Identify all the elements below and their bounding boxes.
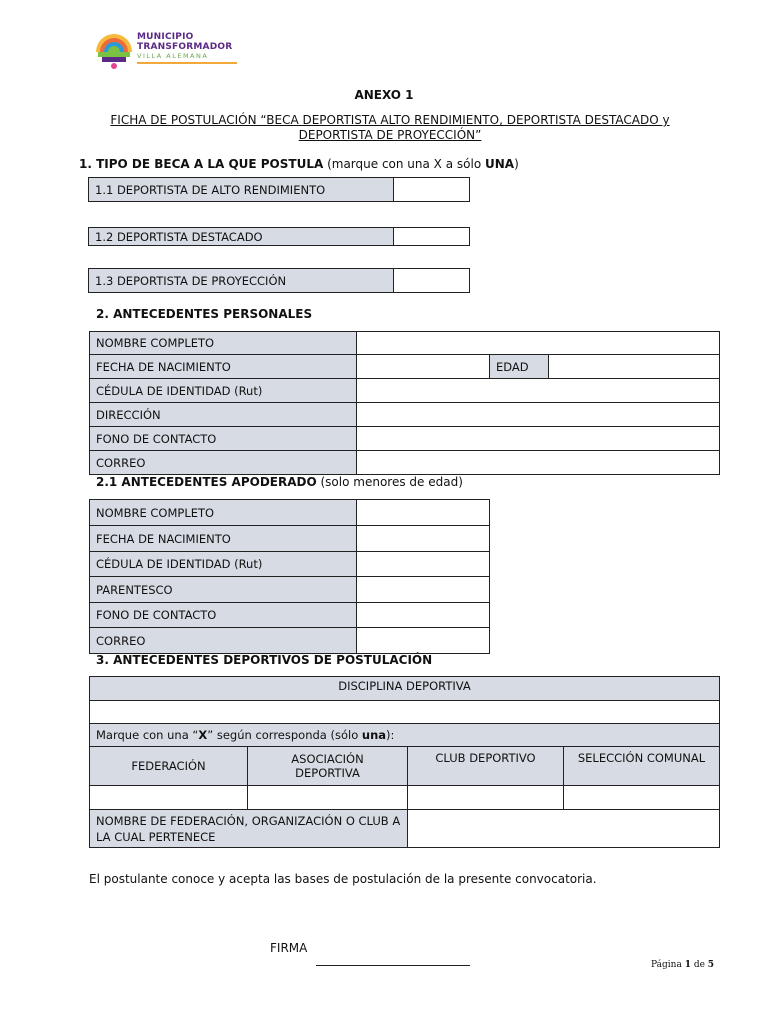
correo-field[interactable] xyxy=(357,451,720,475)
organizacion-field[interactable] xyxy=(408,810,720,848)
signature-line[interactable] xyxy=(316,965,470,966)
apoderado-fecha-field[interactable] xyxy=(357,526,490,552)
beca-option-2-checkbox[interactable] xyxy=(394,228,470,246)
edad-field[interactable] xyxy=(549,355,720,379)
row-label: NOMBRE COMPLETO xyxy=(90,332,357,355)
logo-underline xyxy=(137,62,237,64)
organizacion-label: NOMBRE DE FEDERACIÓN, ORGANIZACIÓN O CLUB A LA CUAL PERTENECE xyxy=(90,810,408,848)
apoderado-correo-field[interactable] xyxy=(357,628,490,654)
beca-option-label: 1.2 DEPORTISTA DESTACADO xyxy=(89,228,394,246)
page-number: Página 1 de 5 xyxy=(651,960,715,970)
row-label: FONO DE CONTACTO xyxy=(90,427,357,451)
seleccion-checkbox[interactable] xyxy=(564,786,720,810)
row-label: CORREO xyxy=(90,628,357,654)
row-label: CÉDULA DE IDENTIDAD (Rut) xyxy=(90,552,357,577)
municipio-logo xyxy=(92,28,242,70)
guardian-info-table xyxy=(89,499,490,654)
disciplina-field[interactable] xyxy=(90,701,720,724)
apoderado-parentesco-field[interactable] xyxy=(357,577,490,603)
option-federacion-label: FEDERACIÓN xyxy=(90,747,248,786)
option-asociacion-label: ASOCIACIÓN DEPORTIVA xyxy=(248,747,408,786)
beca-option-1-checkbox[interactable] xyxy=(394,178,470,202)
subtitle-line-1: FICHA DE POSTULACIÓN “BECA DEPORTISTA ALTO RENDIMIENTO, DEPORTISTA DESTACADO y xyxy=(110,113,670,127)
row-label: FECHA DE NACIMIENTO xyxy=(90,355,357,379)
row-label: CÉDULA DE IDENTIDAD (Rut) xyxy=(90,379,357,403)
beca-option-label: 1.3 DEPORTISTA DE PROYECCIÓN xyxy=(89,269,394,293)
cedula-field[interactable] xyxy=(357,379,720,403)
section-1-heading: 1. TIPO DE BECA A LA QUE POSTULA (marque con una X a sólo UNA) xyxy=(79,157,519,171)
row-label: FECHA DE NACIMIENTO xyxy=(90,526,357,552)
row-label: DIRECCIÓN xyxy=(90,403,357,427)
acceptance-text: El postulante conoce y acepta las bases de postulación de la presente convocatoria. xyxy=(89,872,597,886)
mark-instruction: Marque con una “X” según corresponda (sólo una): xyxy=(90,724,720,747)
edad-label: EDAD xyxy=(490,355,549,379)
fono-field[interactable] xyxy=(357,427,720,451)
asociacion-checkbox[interactable] xyxy=(248,786,408,810)
form-subtitle xyxy=(80,113,700,143)
apoderado-cedula-field[interactable] xyxy=(357,552,490,577)
fecha-nacimiento-field[interactable] xyxy=(357,355,490,379)
sports-info-table xyxy=(89,676,720,848)
beca-option-label: 1.1 DEPORTISTA DE ALTO RENDIMIENTO xyxy=(89,178,394,202)
logo-line-3: VILLA ALEMANA xyxy=(137,52,209,60)
option-club-label: CLUB DEPORTIVO xyxy=(408,747,564,786)
personal-info-table xyxy=(89,331,720,475)
club-checkbox[interactable] xyxy=(408,786,564,810)
section-2-1-heading: 2.1 ANTECEDENTES APODERADO (solo menores de edad) xyxy=(96,475,463,489)
row-label: CORREO xyxy=(90,451,357,475)
page-title: ANEXO 1 xyxy=(354,88,414,102)
beca-option-3-checkbox[interactable] xyxy=(394,269,470,293)
logo-emblem-icon xyxy=(92,28,136,70)
row-label: NOMBRE COMPLETO xyxy=(90,500,357,526)
logo-line-1: MUNICIPIO xyxy=(137,32,194,42)
beca-option-2 xyxy=(88,227,470,246)
apoderado-nombre-field[interactable] xyxy=(357,500,490,526)
option-seleccion-label: SELECCIÓN COMUNAL xyxy=(564,747,720,786)
logo-line-2: TRANSFORMADOR xyxy=(137,42,233,52)
direccion-field[interactable] xyxy=(357,403,720,427)
disciplina-label: DISCIPLINA DEPORTIVA xyxy=(90,677,720,701)
section-3-heading: 3. ANTECEDENTES DEPORTIVOS DE POSTULACIÓN xyxy=(96,653,433,667)
apoderado-fono-field[interactable] xyxy=(357,603,490,628)
federacion-checkbox[interactable] xyxy=(90,786,248,810)
row-label: FONO DE CONTACTO xyxy=(90,603,357,628)
subtitle-line-2: DEPORTISTA DE PROYECCIÓN” xyxy=(298,128,482,142)
row-label: PARENTESCO xyxy=(90,577,357,603)
section-2-heading: 2. ANTECEDENTES PERSONALES xyxy=(96,307,313,321)
beca-option-1 xyxy=(88,177,470,202)
signature-label: FIRMA xyxy=(270,941,308,955)
beca-option-3 xyxy=(88,268,470,293)
nombre-completo-field[interactable] xyxy=(357,332,720,355)
